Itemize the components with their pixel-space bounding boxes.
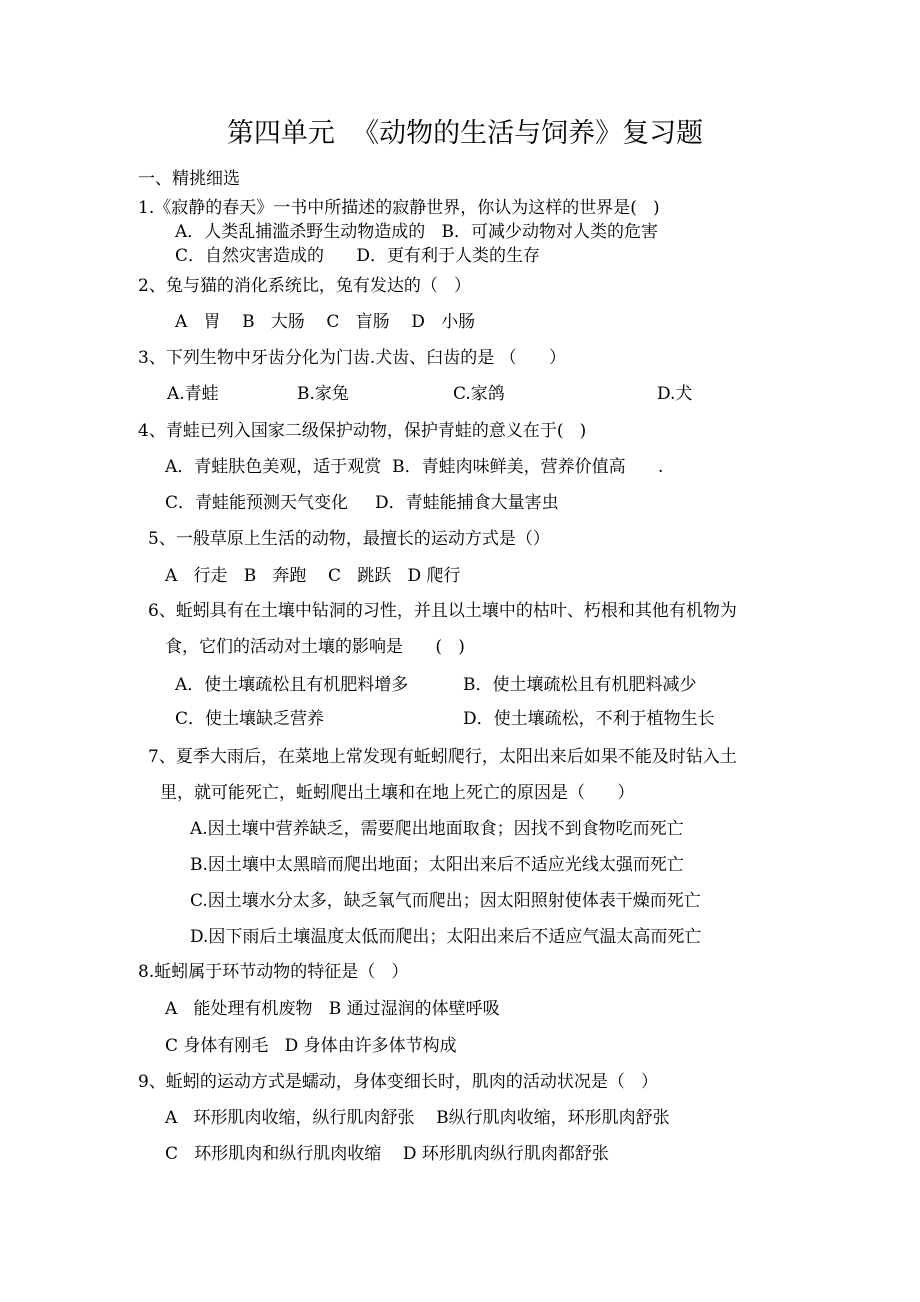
question-7-option-c: C.因土壤水分太多，缺乏氧气而爬出；因太阳照射使体表干燥而死亡	[190, 891, 701, 911]
section-heading: 一、精挑细选	[138, 169, 240, 189]
question-4-options-ab: A．青蛙肤色美观，适于观赏 B．青蛙肉味鲜美，营养价值高 .	[165, 457, 664, 477]
question-4-stem: 4、青蛙已列入国家二级保护动物，保护青蛙的意义在于( )	[138, 421, 587, 441]
question-7-option-a: A.因土壤中营养缺乏，需要爬出地面取食；因找不到食物吃而死亡	[190, 819, 684, 839]
question-9-options-cd: C 环形肌肉和纵行肌肉收缩 D 环形肌肉纵行肌肉都舒张	[165, 1144, 609, 1164]
question-1-options-ab: A．人类乱捕滥杀野生动物造成的 B．可减少动物对人类的危害	[175, 222, 658, 242]
question-6-stem-line2: 食，它们的活动对土壤的影响是 ( )	[165, 637, 465, 657]
question-7-option-d: D.因下雨后土壤温度太低而爬出；太阳出来后不适应气温太高而死亡	[190, 927, 702, 947]
question-6-option-d: D．使土壤疏松，不利于植物生长	[463, 709, 715, 729]
question-3-option-d: D.犬	[657, 384, 693, 404]
question-7-stem-line2: 里，就可能死亡，蚯蚓爬出土壤和在地上死亡的原因是（ ）	[160, 783, 635, 803]
question-6-option-a: A．使土壤疏松且有机肥料增多	[175, 675, 409, 695]
question-1-options-cd: C．自然灾害造成的 D．更有利于人类的生存	[175, 246, 541, 266]
question-5-stem: 5、一般草原上生活的动物，最擅长的运动方式是（）	[148, 529, 550, 549]
question-9-stem: 9、蚯蚓的运动方式是蠕动，身体变细长时，肌肉的活动状况是（ ）	[138, 1072, 659, 1092]
question-3-option-a: A.青蛙	[167, 384, 219, 404]
question-7-stem-line1: 7、夏季大雨后，在菜地上常发现有蚯蚓爬行，太阳出来后如果不能及时钻入土	[148, 747, 737, 767]
question-3-option-c: C.家鸽	[453, 384, 505, 404]
page-title: 第四单元 《动物的生活与饲养》复习题	[226, 118, 704, 149]
question-5-options: A 行走 B 奔跑 C 跳跃 D 爬行	[165, 566, 461, 586]
question-9-options-ab: A 环形肌肉收缩，纵行肌肉舒张 B纵行肌肉收缩，环形肌肉舒张	[165, 1108, 670, 1128]
question-3-option-b: B.家兔	[297, 384, 349, 404]
question-1-stem: 1.《寂静的春天》一书中所描述的寂静世界，你认为这样的世界是( )	[138, 198, 660, 218]
question-8-options-cd: C 身体有刚毛 D 身体由许多体节构成	[165, 1036, 457, 1056]
question-6-option-b: B．使土壤疏松且有机肥料减少	[463, 675, 697, 695]
question-8-options-ab: A 能处理有机废物 B 通过湿润的体壁呼吸	[165, 999, 500, 1019]
question-2-stem: 2、兔与猫的消化系统比，兔有发达的（ ）	[138, 276, 472, 296]
question-6-option-c: C．使土壤缺乏营养	[175, 709, 325, 729]
question-3-stem: 3、下列生物中牙齿分化为门齿.犬齿、臼齿的是 （ ）	[138, 348, 567, 368]
question-8-stem: 8.蚯蚓属于环节动物的特征是（ ）	[138, 962, 409, 982]
question-4-options-cd: C．青蛙能预测天气变化 D．青蛙能捕食大量害虫	[165, 493, 559, 513]
question-2-options: A 胃 B 大肠 C 盲肠 D 小肠	[175, 312, 476, 332]
question-7-option-b: B.因土壤中太黑暗而爬出地面；太阳出来后不适应光线太强而死亡	[190, 855, 684, 875]
question-6-stem-line1: 6、蚯蚓具有在土壤中钻洞的习性，并且以土壤中的枯叶、朽根和其他有机物为	[148, 601, 737, 621]
